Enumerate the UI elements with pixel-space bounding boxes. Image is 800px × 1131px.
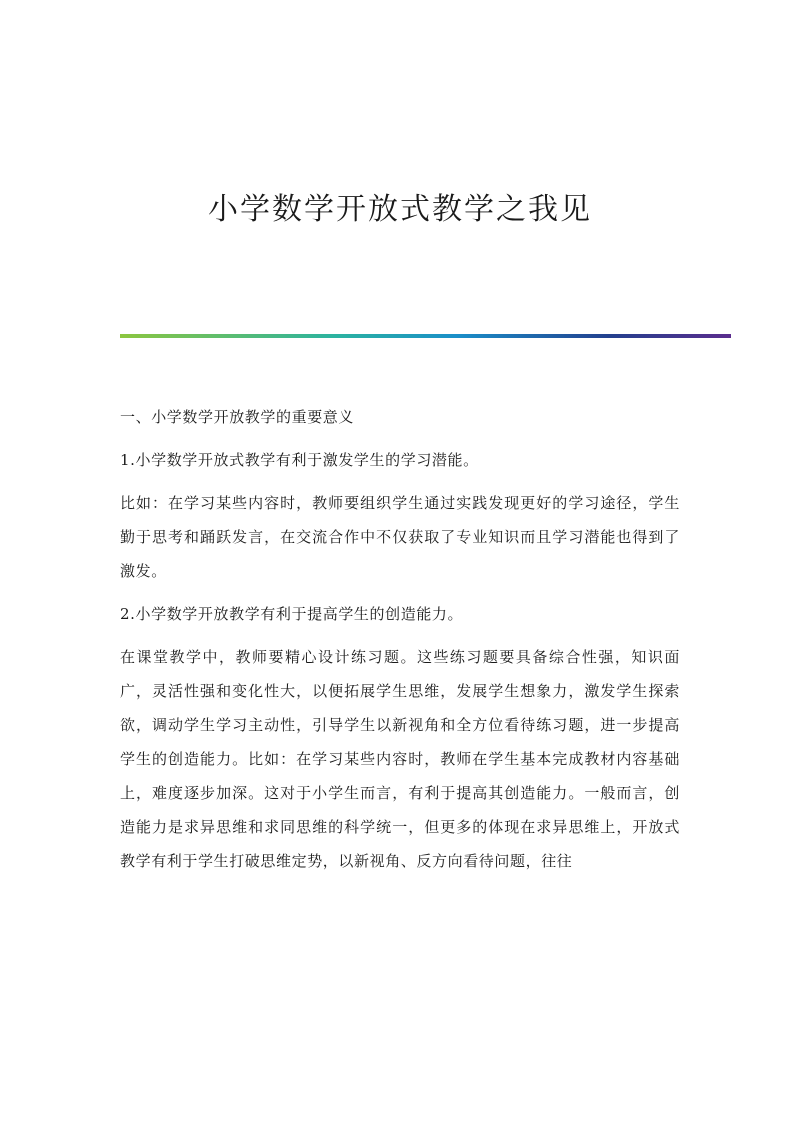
title-divider <box>120 334 731 338</box>
document-body <box>120 400 680 887</box>
paragraph-2: 在课堂教学中，教师要精心设计练习题。这些练习题要具备综合性强，知识面广，灵活性强和变化性大，以便拓展学生思维，发展学生想象力，激发学生探索欲，调动学生学习主动性，引导学生以新视角和全方位看待练习题，进一步提高学生的创造能力。比如：在学习某些内容时，教师在学生基本完成教材内容基础上，难度逐步加深。这对于小学生而言，有利于提高其创造能力。一般而言，创造能力是求异思维和求同思维的科学统一，但更多的体现在求异思维上，开放式教学有利于学生打破思维定势，以新视角、反方向看待问题，往往 <box>120 648 680 870</box>
document-title: 小学数学开放式教学之我见 <box>208 192 592 227</box>
section-heading: 一、小学数学开放教学的重要意义 <box>120 408 355 426</box>
paragraph-1: 比如：在学习某些内容时，教师要组织学生通过实践发现更好的学习途径，学生勤于思考和踊跃发言，在交流合作中不仅获取了专业知识而且学习潜能也得到了激发。 <box>120 494 680 580</box>
subheading-2: 2.小学数学开放教学有利于提高学生的创造能力。 <box>120 605 464 623</box>
subheading-1: 1.小学数学开放式教学有利于激发学生的学习潜能。 <box>120 451 479 469</box>
